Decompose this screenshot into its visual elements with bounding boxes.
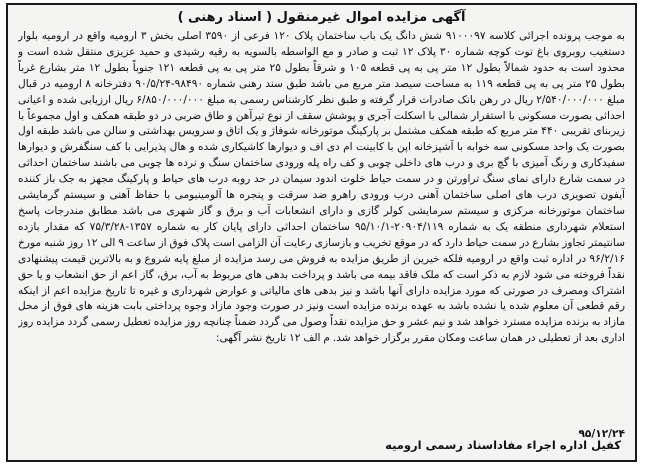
notice-body: به موجب پرونده اجرائی کلاسه ۹۱۰۰۰۹۷ شش دانگ یک باب ساختمان پلاک ۱۲۰ فرعی از ۳۵۹۰ اصلی بخش ۳ ارومیه واقع در ارومیه بلوار دستغیب روبروی باغ توت کوچه شماره ۳۰ پلاک ۱۲ ثبت و صادر و مع الواسطه بالسویه به رقیه رشیدی و حمید عزیزی منتقل شده است و محدود است به حدود شمالاً بطول ۱۲ متر پی به پی قطعه ۱۰۵ و شرقاً بطول ۲۵ متر پی به پی قطعه ۱۲۱ جنوباً بطول ۱۲ متر بشارع غرباً بطول ۲۵ متر پی به پی قطعه ۱۱۹ به مساحت سیصد متر مربع می باشد طبق سند رهنی شماره ۹۸۴۹۰-۹۰/۵/۲۴ دفترخانه ۸ ارومیه در قبال مبلغ ۲/۵۴۰/۰۰۰/۰۰۰ ریال در رهن بانک صادرات قرار گرفته و طبق نظر کارشناس رسمی به مبلغ ۶/۸۵۰/۰۰۰/۰۰۰ ریال ارزیابی شده و اعیانی احداثی بصورت مسکونی با استقرار شمالی با اسکلت آجری و پوشش سقف از نوع تیرآهن و طاق ضربی در دو طبقه همکف و اول مجموعاً با زیربنای تقریبی ۴۴۰ متر مربع که طبقه همکف مشتمل بر پارکینگ موتورخانه شوفاژ و یک اتاق و سرویس بهداشتی و سالن می باشد طبقه اول بصورت یک واحد مسکونی سه خوابه با آشپزخانه اپن با کابینت ام دی اف و دیوارها کاشیکاری شده و هال پذیرایی با کف سنگفرش و دیوارها سفیدکاری و رنگ آمیزی با گچ بری و درب های داخلی چوبی و کف راه پله ورودی ساختمان سنگ و نرده ها چوبی می باشند ساختمان احداثی در سمت شارع دارای نمای سنگ تراورتن و در سمت حیاط خلوت اندود سیمان در حد روبه درب های حیاط و پارکینگ مجهز به جک باز کننده آیفون تصویری درب های اصلی ساختمان آهنی درب ورودی راهرو ضد سرقت و پنجره ها آلومینیومی با حفاظ آهنی و سیستم گرمایشی ساختمان موتورخانه مرکزی و سیستم سرمایشی کولر گازی و دارای انشعابات آب و برق و گاز شهری می باشد مطابق مندرجات پاسخ استعلام شهرداری منطقه یک به شماره ۲۰۹۰۴/۱۱۹-۹۵/۱۰/۱ ساختمان احداثی دارای پایان کار به شماره ۱۳۵۷-۷۵/۳/۲۸ که مقدار بازده سانتیمتر تجاوز بشارع در سمت حیاط دارد که در موقع تخریب و بازسازی رعایت آن الزامی است پلاک فوق از ساعت ۹ الی ۱۲ روز شنبه مورخ ۹۶/۲/۱۶ در اداره ثبت واقع در ارومیه فلکه خیرین از طریق مزایده به فروش می رسد مزایده از مبلغ پایه شروع و به بالاترین قیمت پیشنهادی نقداً فروخته می شود لازم به ذکر است که ملک فاقد بیمه می باشد و پرداخت بدهی های مربوط به آب، برق، گاز اعم از حق انشعاب و یا حق اشتراک ومصرف در صورتی که مورد مزایده دارای آنها باشد و نیز بدهی های مالیاتی و عوارض شهرداری و غیره تا تاریخ مزایده اعم از اینکه رقم قطعی آن معلوم شده یا نشده باشد به عهده برنده مزایده است ونیز در صورت وجود مازاد وجوه پرداختی بابت هزینه های فوق از محل مازاد به برنده مزایده مسترد خواهد شد و نیم عشر و حق مزایده نقداً وصول می گردد ضمناً چنانچه روز مزایده تعطیل رسمی گردد مزایده روز اداری بعد از تعطیلی در همان ساعت ومکان مقرر برگزار خواهد شد. م الف ۱۲ تاریخ نشر آگهی:	[18, 30, 625, 345]
notice-signature: کفیل اداره اجراء مفاداسناد رسمی ارومیه	[385, 438, 621, 452]
notice-title: آگهی مزایده اموال غیرمنقول ( اسناد رهنی )	[177, 10, 466, 25]
auction-notice	[6, 3, 637, 462]
publish-date: ۹۵/۱۲/۲۴	[578, 428, 625, 440]
